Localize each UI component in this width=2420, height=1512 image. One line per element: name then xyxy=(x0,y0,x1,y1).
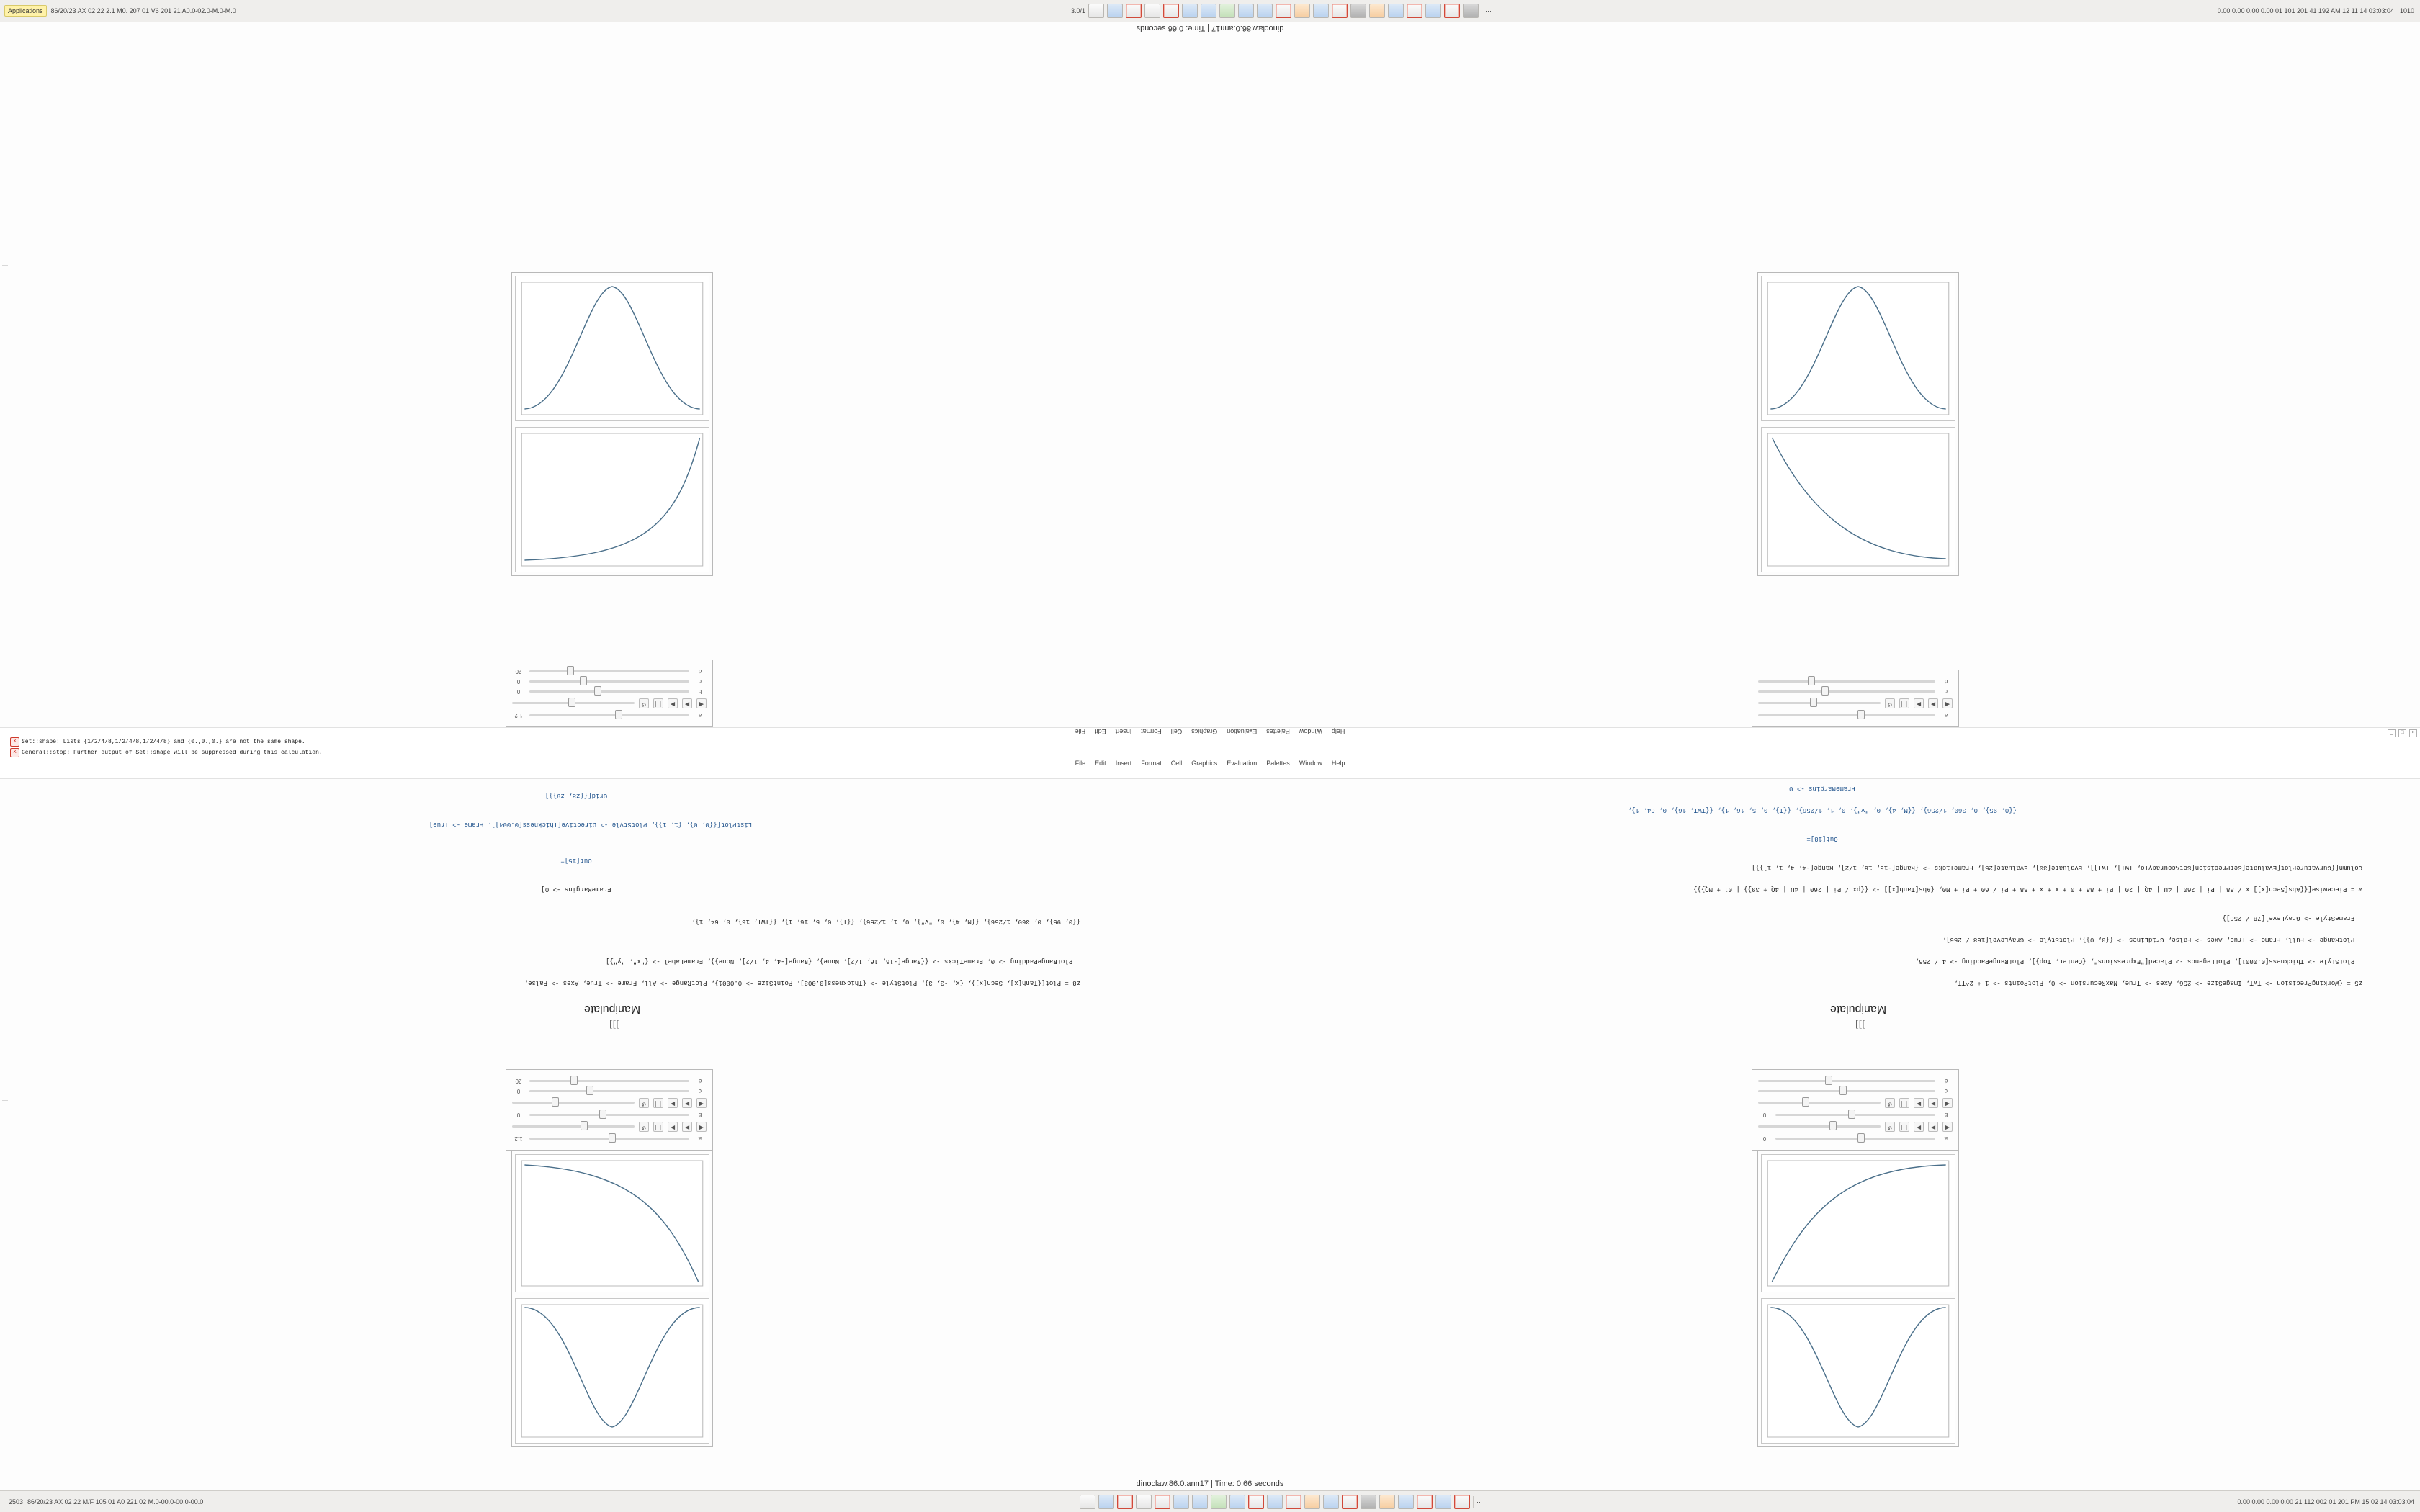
slider-row[interactable] xyxy=(1758,688,1953,695)
menu-item-edit[interactable]: Edit xyxy=(1095,760,1106,767)
task-icon-alert[interactable] xyxy=(1342,1495,1358,1509)
menu-item[interactable]: Format xyxy=(1141,728,1162,735)
slider-row[interactable] xyxy=(512,1135,707,1142)
code-line[interactable]: PlotStyle -> Thickness[0.0001], PlotLegends -> Placed["Expressions", {Center, Top}], PlotRangePadding -> 4 / 256, xyxy=(1914,958,2362,965)
plot-card-left-a xyxy=(511,1151,713,1447)
menu-item-file[interactable]: File xyxy=(1075,760,1086,767)
menu-item-insert[interactable]: Insert xyxy=(1115,760,1132,767)
menu-item[interactable]: Edit xyxy=(1095,728,1106,735)
step-left-icon[interactable]: ◀ xyxy=(1942,1098,1953,1108)
task-icon[interactable] xyxy=(1350,4,1366,18)
slider-label: a xyxy=(1944,712,1948,719)
step-left-icon[interactable]: ◀ xyxy=(696,1122,707,1132)
task-icon-alert[interactable] xyxy=(1332,4,1348,18)
applications-menu[interactable]: Applications xyxy=(4,5,47,17)
pause-icon[interactable]: ❙❙ xyxy=(1899,698,1909,708)
system-tray-status: 0.00 0.00 0.00 0.00 01 101 201 41 192 AM 12 11 14 03:03:04 xyxy=(2217,7,2394,14)
cell-bracket[interactable]: ]]] xyxy=(609,1019,619,1030)
menu-item-graphics[interactable]: Graphics xyxy=(1191,760,1218,767)
taskbar-overflow: ··· xyxy=(1485,7,1492,14)
slider-row[interactable] xyxy=(512,668,707,675)
slider-label: a xyxy=(1944,1135,1948,1142)
reset-icon[interactable]: ↺ xyxy=(639,698,649,708)
slider-track[interactable] xyxy=(512,703,635,705)
slider-track[interactable] xyxy=(529,670,689,672)
slider-row[interactable] xyxy=(512,688,707,695)
divider xyxy=(1473,1496,1474,1508)
slider-track[interactable] xyxy=(529,1138,689,1140)
task-icon-alert[interactable] xyxy=(1117,1495,1133,1509)
plot-upper xyxy=(515,1298,709,1444)
slider-controls[interactable] xyxy=(512,1098,707,1108)
task-icon[interactable] xyxy=(1388,4,1404,18)
slider-controls[interactable] xyxy=(1758,1122,1953,1132)
menu-item[interactable]: Evaluation xyxy=(1227,728,1258,735)
task-icon[interactable] xyxy=(1238,4,1254,18)
slider-label: d xyxy=(1944,1078,1948,1084)
slider-track[interactable] xyxy=(1758,714,1935,716)
slider-track[interactable] xyxy=(1758,690,1935,693)
slider-label: d xyxy=(698,668,702,675)
slider-label: d xyxy=(1944,678,1948,685)
pause-icon[interactable]: ❙❙ xyxy=(1899,1122,1909,1132)
pause-icon[interactable]: ❙❙ xyxy=(1899,1098,1909,1108)
task-icon[interactable] xyxy=(1294,4,1310,18)
top-panel-system-status: 86/20/23 AX 02 22 2.1 M0. 207 01 V6 201 21 A0.0-02.0-M.0-M.0 xyxy=(50,7,236,14)
output-line: Out[18]= xyxy=(1806,835,1838,842)
play-icon[interactable]: ▶ xyxy=(668,698,678,708)
code-line[interactable]: PlotRange -> Full, Frame -> True, Axes -> False, GridLines -> {{0, 0}}, PlotStyle -> GrayLevel[168 / 256], xyxy=(1942,936,2362,943)
slider-label: a xyxy=(698,1135,702,1142)
slider-row[interactable] xyxy=(1758,712,1953,719)
manipulate-caption: Manipulate xyxy=(583,1003,641,1015)
menu-item-format[interactable]: Format xyxy=(1141,760,1162,767)
task-icon[interactable] xyxy=(1219,4,1235,18)
slider-track[interactable] xyxy=(529,690,689,693)
slider-row[interactable] xyxy=(512,712,707,719)
slider-value: 20 xyxy=(515,668,522,675)
slider-controls[interactable] xyxy=(1758,1098,1953,1108)
slider-value: 0 xyxy=(516,678,521,685)
slider-controls[interactable] xyxy=(512,698,707,708)
slider-track[interactable] xyxy=(1758,1102,1881,1104)
step-left-icon[interactable]: ◀ xyxy=(696,1098,707,1108)
window-title-top: dinoclaw.86.0.ann17 | Time: 0.66 seconds xyxy=(1136,24,1284,32)
task-icon[interactable] xyxy=(1435,1495,1451,1509)
reset-icon[interactable]: ↺ xyxy=(639,1098,649,1108)
play-icon[interactable]: ▶ xyxy=(1914,698,1924,708)
slider-row[interactable] xyxy=(512,678,707,685)
top-panel-left xyxy=(0,5,653,17)
slider-track[interactable] xyxy=(1775,1138,1935,1140)
slider-label: c xyxy=(1945,1088,1948,1094)
error-row[interactable] xyxy=(0,737,2420,747)
slider-track[interactable] xyxy=(1758,680,1935,683)
menu-item[interactable]: Insert xyxy=(1115,728,1132,735)
plot-upper xyxy=(1761,427,1955,572)
bottom-panel-tasklist[interactable] xyxy=(653,1495,1910,1509)
top-desktop-panel[interactable] xyxy=(0,0,2420,22)
error-badge-icon[interactable]: x xyxy=(10,737,19,747)
menu-item-palettes[interactable]: Palettes xyxy=(1266,760,1290,767)
slider-value: 0 xyxy=(1762,1112,1767,1118)
slider-track[interactable] xyxy=(529,1090,689,1092)
plot-lower xyxy=(1761,1154,1955,1292)
manipulate-panel-right-a[interactable] xyxy=(1752,1069,1959,1151)
slider-label: b xyxy=(698,688,702,695)
slider-track[interactable] xyxy=(529,714,689,716)
task-icon[interactable] xyxy=(1144,4,1160,18)
task-icon-alert[interactable] xyxy=(1163,4,1179,18)
minimize-icon[interactable]: _ xyxy=(2388,729,2396,737)
task-icon[interactable] xyxy=(1136,1495,1152,1509)
task-icon[interactable] xyxy=(1107,4,1123,18)
taskbar-overflow: ··· xyxy=(1476,1498,1483,1506)
task-icon[interactable] xyxy=(1267,1495,1283,1509)
slider-label: c xyxy=(699,1088,702,1094)
slider-row[interactable] xyxy=(1758,678,1953,685)
slider-track[interactable] xyxy=(1758,1126,1881,1128)
code-line[interactable]: z5 = {WorkingPrecision -> TWT, ImageSize -> 256, Axes -> True, MaxRecursion -> 0, PlotPoints -> 1 + 2^TT, xyxy=(1953,979,2362,986)
task-icon[interactable] xyxy=(1398,1495,1414,1509)
workspace-indicator[interactable]: 2503 xyxy=(9,1498,24,1506)
manipulate-caption: Manipulate xyxy=(1829,1003,1887,1015)
menu-item[interactable]: Help xyxy=(1331,728,1345,735)
menu-bar-flipped[interactable] xyxy=(0,728,2420,737)
slider-track[interactable] xyxy=(529,680,689,683)
plot-curve-saturating-rise xyxy=(516,428,709,572)
slider-label: c xyxy=(1945,688,1948,695)
task-icon-alert[interactable] xyxy=(1276,4,1291,18)
menu-bar[interactable] xyxy=(0,758,2420,767)
step-left-icon[interactable]: ◀ xyxy=(1942,698,1953,708)
step-right-icon[interactable]: ▶ xyxy=(682,1098,692,1108)
slider-track[interactable] xyxy=(1758,1090,1935,1092)
close-icon[interactable]: × xyxy=(2409,729,2417,737)
play-icon[interactable]: ▶ xyxy=(668,1098,678,1108)
task-icon-alert[interactable] xyxy=(1407,4,1422,18)
task-icon-alert[interactable] xyxy=(1248,1495,1264,1509)
code-line[interactable]: z8 = Plot[{Tanh[x], Sech[x]}, {x, -3, 3}, PlotStyle -> {Thickness[0.003], PointSize -> 0.0001}, PlotRange -> All, Frame -> True, Axes -> False, xyxy=(524,979,1080,986)
task-icon[interactable] xyxy=(1323,1495,1339,1509)
slider-row[interactable] xyxy=(512,1112,707,1118)
code-line[interactable]: PlotRangePadding -> 0, FrameTicks -> {{Range[-16, 16, 1/2], None}, {Range[-4, 4, 1/2], None}}, FrameLabel -> {"x", "y"}] xyxy=(606,958,1080,965)
plot-curve-bell-inverted xyxy=(1762,276,1955,420)
task-icon[interactable] xyxy=(1361,1495,1376,1509)
menu-item[interactable]: Cell xyxy=(1170,728,1183,735)
slider-value: 0 xyxy=(1762,1135,1767,1142)
slider-value: 0 xyxy=(516,688,521,695)
slider-track[interactable] xyxy=(1775,1114,1935,1116)
manipulate-panel-left-b[interactable] xyxy=(506,660,713,727)
maximize-icon[interactable]: □ xyxy=(2398,729,2406,737)
plot-card-left-b xyxy=(511,272,713,576)
task-icon[interactable] xyxy=(1313,4,1329,18)
slider-value: 1.2 xyxy=(514,1135,523,1142)
plot-card-right-a xyxy=(1757,1151,1959,1447)
plot-curve-concave-decay xyxy=(1762,428,1955,572)
task-icon[interactable] xyxy=(1463,4,1479,18)
step-right-icon[interactable]: ▶ xyxy=(1928,1122,1938,1132)
slider-controls[interactable] xyxy=(1758,698,1953,708)
plot-curve-gaussian-bump xyxy=(516,1299,709,1443)
manipulate-panel-left-a[interactable] xyxy=(506,1069,713,1151)
clock: 1010 xyxy=(2399,7,2414,14)
reset-icon[interactable]: ↺ xyxy=(1885,1098,1895,1108)
slider-row[interactable] xyxy=(1758,1078,1953,1084)
step-left-icon[interactable]: ◀ xyxy=(696,698,707,708)
task-icon[interactable] xyxy=(1088,4,1104,18)
slider-row[interactable] xyxy=(1758,1112,1953,1118)
slider-label: b xyxy=(698,1112,702,1118)
slider-track[interactable] xyxy=(529,1114,689,1116)
task-icon[interactable] xyxy=(1182,4,1198,18)
bottom-panel-system-status: 86/20/23 AX 02 22 M/F 105 01 A0 221 02 M.0-00.0-00.0-00.0 xyxy=(27,1498,204,1506)
task-icon[interactable] xyxy=(1080,1495,1095,1509)
slider-track[interactable] xyxy=(512,1126,635,1128)
task-icon[interactable] xyxy=(1304,1495,1320,1509)
slider-track[interactable] xyxy=(529,1080,689,1082)
task-icon[interactable] xyxy=(1201,4,1216,18)
top-panel-tasklist[interactable] xyxy=(653,4,1910,18)
reset-icon[interactable]: ↺ xyxy=(1885,1122,1895,1132)
slider-track[interactable] xyxy=(512,1102,635,1104)
slider-label: b xyxy=(1944,1112,1948,1118)
menu-item-evaluation[interactable]: Evaluation xyxy=(1227,760,1258,767)
slider-row[interactable] xyxy=(1758,1135,1953,1142)
step-right-icon[interactable]: ▶ xyxy=(1928,698,1938,708)
output-line: Grid[{{z8, z9}}] xyxy=(544,792,608,799)
error-badge-icon[interactable]: x xyxy=(10,748,19,757)
task-icon[interactable] xyxy=(1211,1495,1227,1509)
step-right-icon[interactable]: ▶ xyxy=(682,1122,692,1132)
messages-console[interactable] xyxy=(0,727,2420,779)
output-line: ListPlot[{{0, 0}, {1, 1}}, PlotStyle -> Directive[Thickness[0.004]], Frame -> True] xyxy=(429,821,753,828)
slider-controls[interactable] xyxy=(512,1122,707,1132)
menu-item-help[interactable]: Help xyxy=(1331,760,1345,767)
task-icon[interactable] xyxy=(1379,1495,1395,1509)
system-tray-status: 0.00 0.00 0.00 0.00 21 112 002 01 201 PM 15 02 14 03:03:04 xyxy=(2237,1498,2414,1506)
plot-upper xyxy=(1761,1298,1955,1444)
plot-lower xyxy=(515,1154,709,1292)
code-line[interactable]: {{0, 95}, 0, 360, 1/256}, {{M, 4}, 0, "v"}, 0, 1, 1/256}, {{T}, 0, 5, 16, 1}, {{TWT, 16}, 0, 64, 1}, xyxy=(691,918,1080,925)
task-icon[interactable] xyxy=(1257,4,1273,18)
task-icon[interactable] xyxy=(1098,1495,1114,1509)
task-icon-alert[interactable] xyxy=(1417,1495,1433,1509)
menu-item-window[interactable]: Window xyxy=(1299,760,1322,767)
slider-row[interactable] xyxy=(512,1078,707,1084)
slider-value: 1.2 xyxy=(514,712,523,719)
step-right-icon[interactable]: ▶ xyxy=(682,698,692,708)
step-right-icon[interactable]: ▶ xyxy=(1928,1098,1938,1108)
output-line: FrameMargins -> 0 xyxy=(1789,785,1855,792)
plot-card-right-b xyxy=(1757,272,1959,576)
bottom-panel-right xyxy=(1910,1498,2420,1506)
task-icon[interactable] xyxy=(1173,1495,1189,1509)
task-icon[interactable] xyxy=(1192,1495,1208,1509)
window-title-bottom: dinoclaw.86.0.ann17 | Time: 0.66 seconds xyxy=(1136,1480,1284,1488)
error-message: General::stop: Further output of Set::shape will be suppressed during this calculation. xyxy=(22,750,323,756)
error-row[interactable] xyxy=(0,747,2420,758)
plot-curve-exponential-decay xyxy=(516,1155,709,1292)
taskbar-index: 3.0/1 xyxy=(1070,7,1086,14)
slider-row[interactable] xyxy=(512,1088,707,1094)
menu-item[interactable]: Graphics xyxy=(1191,728,1218,735)
bottom-desktop-panel[interactable] xyxy=(0,1490,2420,1512)
code-line[interactable]: Column[{CurvaturePlot[Evaluate[SetPrecision[SetAccuracyTo, TWT], TWT]], Evaluate[30], Evaluate[25], FrameTicks -> {Range[-16, 16, 1/2], Range[-4, 4, 1, 1]}}] xyxy=(1752,864,2362,871)
reset-icon[interactable]: ↺ xyxy=(639,1122,649,1132)
menu-item[interactable]: Palettes xyxy=(1266,728,1290,735)
code-line[interactable]: w = Piecewise[{{Abs[Sech[x]] x / 88 | Pi | 260 | 4U | 4Q | 20 | Pi + 88 + 0 + x + x + 88 + Pi / 60 + Pi + M0, {Abs[Tanh[x]] -> {{px / Pi | 260 | 4U | 4Q + 39}} | 01 + MQ}}} xyxy=(1693,886,2362,893)
step-left-icon[interactable]: ◀ xyxy=(1942,1122,1953,1132)
top-panel-right xyxy=(1910,7,2420,14)
menu-item[interactable]: Window xyxy=(1299,728,1322,735)
slider-track[interactable] xyxy=(1758,1080,1935,1082)
plot-upper xyxy=(515,427,709,572)
task-icon-alert[interactable] xyxy=(1286,1495,1301,1509)
plot-lower xyxy=(1761,276,1955,421)
task-icon[interactable] xyxy=(1369,4,1385,18)
task-icon-alert[interactable] xyxy=(1444,4,1460,18)
pause-icon[interactable]: ❙❙ xyxy=(653,698,663,708)
plot-curve-rising-saturation xyxy=(1762,1155,1955,1292)
plot-lower xyxy=(515,276,709,421)
play-icon[interactable]: ▶ xyxy=(668,1122,678,1132)
task-icon-alert[interactable] xyxy=(1454,1495,1470,1509)
reset-icon[interactable]: ↺ xyxy=(1885,698,1895,708)
slider-track[interactable] xyxy=(1758,703,1881,705)
slider-value: 0 xyxy=(516,1112,521,1118)
slider-value: 20 xyxy=(515,1078,522,1084)
cell-bracket[interactable]: ]]] xyxy=(1855,1019,1865,1030)
play-icon[interactable]: ▶ xyxy=(1914,1098,1924,1108)
task-icon[interactable] xyxy=(1425,4,1441,18)
task-icon-alert[interactable] xyxy=(1155,1495,1170,1509)
pause-icon[interactable]: ❙❙ xyxy=(653,1098,663,1108)
code-line[interactable]: FrameMargins -> 0] xyxy=(541,886,611,893)
task-icon[interactable] xyxy=(1229,1495,1245,1509)
manipulate-panel-right-b[interactable] xyxy=(1752,670,1959,727)
plot-curve-gaussian-bump xyxy=(1762,1299,1955,1443)
pause-icon[interactable]: ❙❙ xyxy=(653,1122,663,1132)
play-icon[interactable]: ▶ xyxy=(1914,1122,1924,1132)
slider-label: c xyxy=(699,678,702,685)
output-line: {{0, 95}, 0, 360, 1/256}, {{M, 4}, 0, "v"}, 0, 1, 1/256}, {{T}, 0, 5, 16, 1}, {{TWT, 16}, 0, 64, 1}, xyxy=(1627,806,2017,814)
slider-row[interactable] xyxy=(1758,1088,1953,1094)
task-icon-alert[interactable] xyxy=(1126,4,1142,18)
menu-item-cell[interactable]: Cell xyxy=(1170,760,1183,767)
slider-value: 0 xyxy=(516,1088,521,1094)
code-line[interactable]: FrameStyle -> GrayLevel[78 / 256]} xyxy=(2222,914,2362,922)
output-line: Out[15]= xyxy=(560,857,592,864)
plot-curve-sigmoid-dip xyxy=(516,276,709,420)
slider-label: a xyxy=(698,712,702,719)
slider-label: d xyxy=(698,1078,702,1084)
error-message: Set::shape: Lists {1/2/4/8,1/2/4/8,1/2/4/8} and {0.,0.,0.} are not the same shape. xyxy=(22,739,305,745)
bottom-panel-left xyxy=(0,1498,653,1506)
menu-item[interactable]: File xyxy=(1075,728,1086,735)
